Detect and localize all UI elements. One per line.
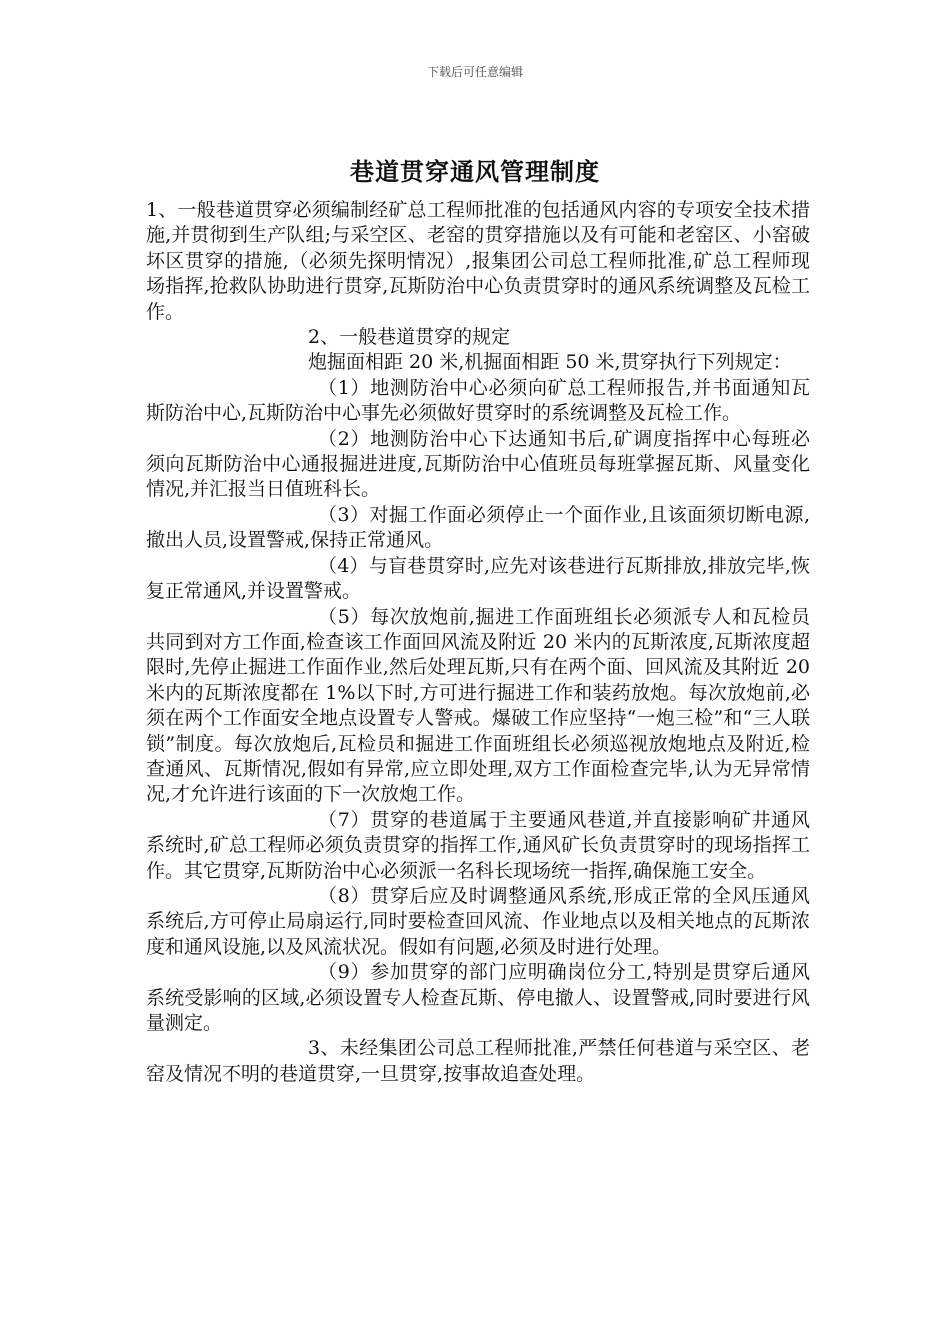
paragraph-item-7: （7）贯穿的巷道属于主要通风巷道,并直接影响矿井通风系统时,矿总工程师必须负责贯穿的指挥工作,通风矿长负责贯穿时的现场指挥工作。其它贯穿,瓦斯防治中心必须派一名科长现场统一指挥,确保施工安全。 xyxy=(146,808,810,882)
paragraph-item-8: （8）贯穿后应及时调整通风系统,形成正常的全风压通风系统后,方可停止局扇运行,同时要检查回风流、作业地点以及相关地点的瓦斯浓度和通风设施,以及风流状况。假如有问题,必须及时进行处理。 xyxy=(146,884,810,958)
paragraph-item-9: （9）参加贯穿的部门应明确岗位分工,特别是贯穿后通风系统受影响的区域,必须设置专人检查瓦斯、停电撤人、设置警戒,同时要进行风量测定。 xyxy=(146,961,810,1034)
document-body xyxy=(146,198,810,1087)
paragraph-item-3: （3）对掘工作面必须停止一个面作业,且该面须切断电源,撤出人员,设置警戒,保持正常通风。 xyxy=(146,503,810,552)
document-title: 巷道贯穿通风管理制度 xyxy=(350,158,600,186)
paragraph-item-1: （1）地测防治中心必须向矿总工程师报告,并书面通知瓦斯防治中心,瓦斯防治中心事先必须做好贯穿时的系统调整及瓦检工作。 xyxy=(146,376,810,425)
paragraph-3: 炮掘面相距 20 米,机掘面相距 50 米,贯穿执行下列规定： xyxy=(308,351,792,374)
header-note: 下载后可任意编辑 xyxy=(426,65,523,79)
paragraph-item-5: （5）每次放炮前,掘进工作面班组长必须派专人和瓦检员共同到对方工作面,检查该工作面回风流及附近 20 米内的瓦斯浓度,瓦斯浓度超限时,先停止掘进工作面作业,然后处理瓦斯,只有在两个面、回风流及其附近 20 米内的瓦斯浓度都在 1%以下时,方可进行掘进工作和装药放炮。每次放炮前,必须在两个工作面安全地点设置专人警戒。爆破工作应坚持“一炮三检”和“三人联锁”制度。每次放炮后,瓦检员和掘进工作面班组长必须巡视放炮地点及附近,检查通风、瓦斯情况,假如有异常,应立即处理,双方工作面检查完毕,认为无异常情况,才允许进行该面的下一次放炮工作。 xyxy=(146,605,810,806)
paragraph-item-2: （2）地测防治中心下达通知书后,矿调度指挥中心每班必须向瓦斯防治中心通报掘进进度,瓦斯防治中心值班员每班掌握瓦斯、风量变化情况,并汇报当日值班科长。 xyxy=(146,427,810,501)
paragraph-1: 1、一般巷道贯穿必须编制经矿总工程师批准的包括通风内容的专项安全技术措施,并贯彻到生产队组;与采空区、老窑的贯穿措施以及有可能和老窑区、小窑破坏区贯穿的措施,（必须先探明情况）,报集团公司总工程师批准,矿总工程师现场指挥,抢救队协助进行贯穿,瓦斯防治中心负责贯穿时的通风系统调整及瓦检工作。 xyxy=(146,199,810,323)
paragraph-item-4: （4）与盲巷贯穿时,应先对该巷进行瓦斯排放,排放完毕,恢复正常通风,并设置警戒。 xyxy=(146,554,810,603)
paragraph-2: 2、一般巷道贯穿的规定 xyxy=(308,326,511,349)
paragraph-3-rule: 3、未经集团公司总工程师批准,严禁任何巷道与采空区、老窑及情况不明的巷道贯穿,一旦贯穿,按事故追查处理。 xyxy=(146,1037,810,1085)
